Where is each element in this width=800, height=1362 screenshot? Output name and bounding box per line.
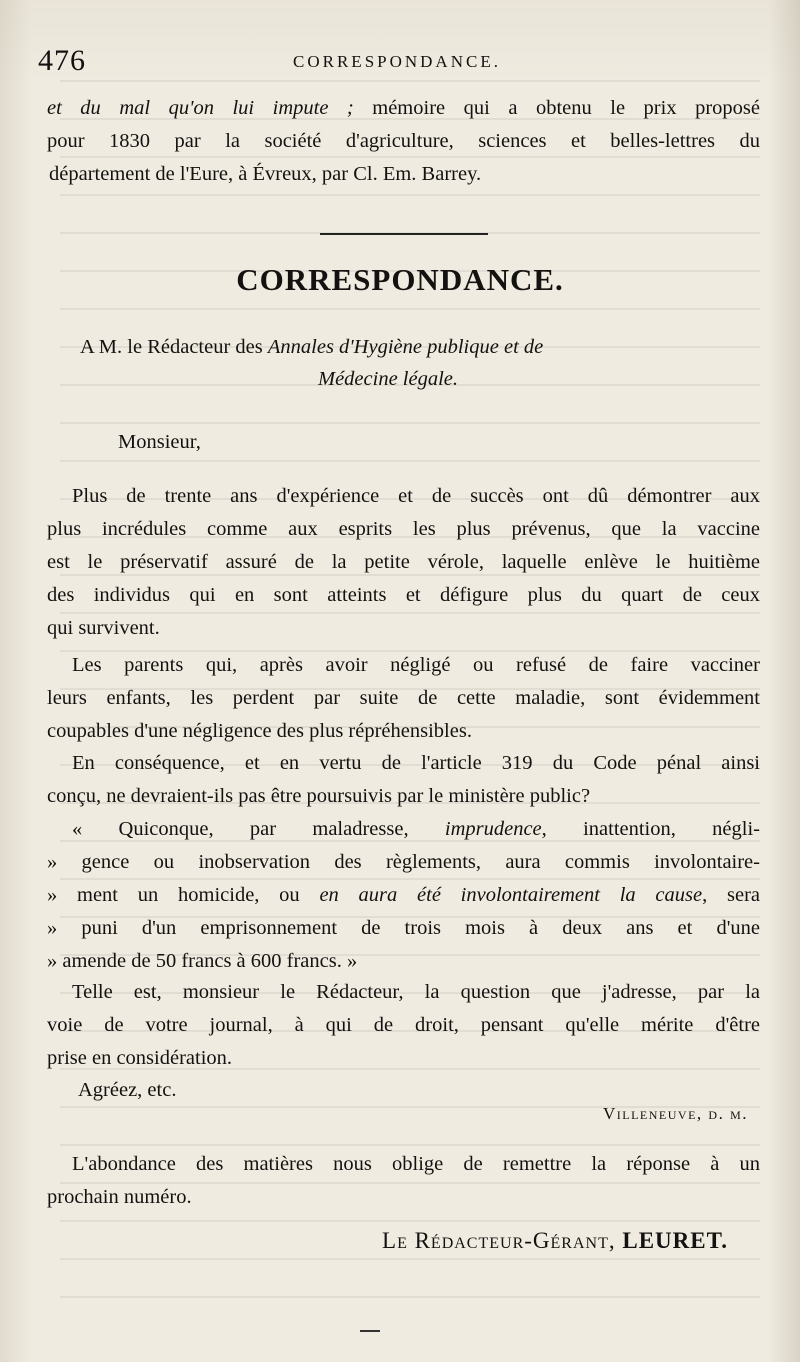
paragraph-line: est le préservatif assuré de la petite vérole, laquelle enlève le huitième (47, 551, 760, 573)
quote-line: » puni d'un emprisonnement de trois mois à deux ans et d'une (47, 917, 760, 939)
paragraph-4 (47, 976, 760, 1075)
section-divider (320, 233, 488, 235)
continuation-line: département de l'Eure, à Évreux, par Cl. Em. Barrey. (49, 163, 482, 185)
paragraph-line: Telle est, monsieur le Rédacteur, la question que j'adresse, par la (72, 981, 760, 1003)
paragraph-line: prise en considération. (47, 1047, 233, 1069)
quote-italic: en aura été involontairement la cause (319, 884, 703, 906)
quote-text: , inattention, négli- (541, 818, 760, 840)
paragraph-line: coupables d'une négligence des plus répréhensibles. (47, 720, 472, 742)
quote-text: « Quiconque, par maladresse, (72, 818, 445, 840)
continuation-line (47, 92, 760, 125)
paragraph-line: voie de votre journal, à qui de droit, pensant qu'elle mérite d'être (47, 1014, 760, 1036)
section-title: CORRESPONDANCE. (236, 262, 564, 297)
address-prefix: A M. le Rédacteur des (80, 336, 268, 358)
quote-text: , sera (702, 884, 760, 906)
paragraph-line: leurs enfants, les perdent par suite de cette maladie, sont évidemment (47, 687, 760, 709)
page-number: 476 (38, 44, 86, 77)
editor-name: LEURET. (622, 1228, 728, 1253)
continuation-italic: et du mal qu'on lui impute ; (47, 97, 354, 119)
code-quote (47, 813, 760, 978)
paragraph-2 (47, 649, 760, 748)
quote-italic: imprudence (444, 818, 542, 840)
journal-title: Annales d'Hygiène publique et de (267, 336, 544, 358)
address-line (80, 336, 760, 359)
paragraph-line: plus incrédules comme aux esprits les plus prévenus, que la vaccine (47, 518, 760, 540)
note-line: L'abondance des matières nous oblige de remettre la réponse à un (72, 1153, 760, 1175)
quote-text: » ment un homicide, ou (47, 884, 320, 906)
editor-title: Le Rédacteur-Gérant, (382, 1228, 623, 1253)
salutation: Monsieur, (118, 431, 201, 453)
running-head: CORRESPONDANCE. (293, 52, 501, 71)
journal-title-cont: Médecine légale. (318, 368, 459, 390)
continuation-block (47, 92, 760, 191)
continuation-line: pour 1830 par la société d'agriculture, sciences et belles-lettres du (47, 130, 760, 152)
paragraph-line: Les parents qui, après avoir négligé ou refusé de faire vacciner (72, 654, 760, 676)
paragraph-3 (47, 747, 760, 813)
paragraph-line: Plus de trente ans d'expérience et de succès ont dû démontrer aux (72, 485, 760, 507)
editorial-note (47, 1148, 760, 1214)
continuation-text: mémoire qui a obtenu le prix proposé (353, 97, 760, 119)
quote-line: » amende de 50 francs à 600 francs. » (47, 950, 358, 972)
paragraph-line: conçu, ne devraient-ils pas être poursuivis par le ministère public? (47, 785, 591, 807)
paragraph-line: En conséquence, et en vertu de l'article 319 du Code pénal ainsi (72, 752, 760, 774)
quote-line (47, 813, 760, 846)
note-line: prochain numéro. (47, 1186, 192, 1208)
editor-signature (382, 1228, 728, 1254)
quote-line (47, 879, 760, 912)
agreez: Agréez, etc. (78, 1079, 177, 1101)
paragraph-1 (47, 480, 760, 645)
paragraph-line: des individus qui en sont atteints et défigure plus du quart de ceux (47, 584, 760, 606)
bottom-mark (360, 1330, 380, 1332)
address-line (318, 368, 618, 391)
quote-line: » gence ou inobservation des règlements, aura commis involontaire- (47, 851, 760, 873)
page-header (38, 44, 756, 84)
signature: Villeneuve, d. m. (602, 1104, 748, 1123)
paragraph-line: qui survivent. (47, 617, 160, 639)
